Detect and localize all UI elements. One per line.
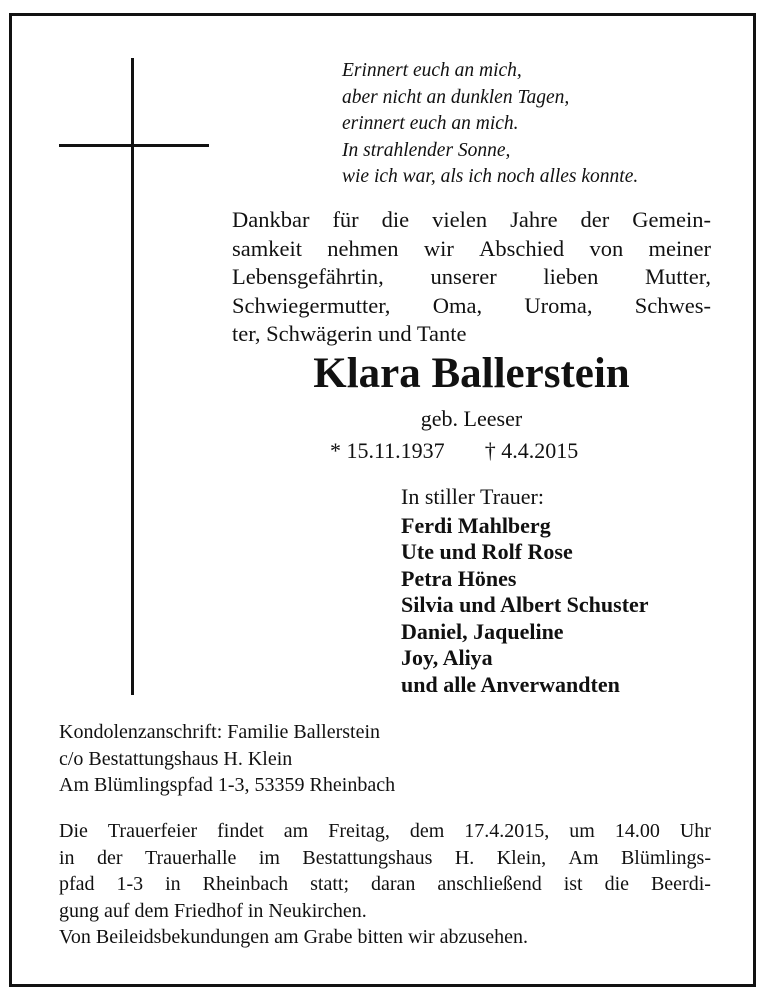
- condolence-address: [59, 719, 395, 799]
- funeral-details: [59, 818, 711, 951]
- poem-line: In strahlender Sonne,: [342, 139, 511, 161]
- intro-line: Dankbar für die vielen Jahre der Gemein-: [232, 207, 711, 232]
- details-line: Die Trauerfeier findet am Freitag, dem 17.4.2015, um 14.00 Uhr: [59, 820, 711, 842]
- mourner-name: Silvia und Albert Schuster: [401, 592, 649, 617]
- maiden-name: geb. Leeser: [420, 406, 523, 431]
- intro-text: [232, 206, 711, 349]
- address-line: Am Blümlingspfad 1-3, 53359 Rheinbach: [59, 774, 396, 796]
- mourner-name: und alle Anverwandten: [401, 671, 620, 697]
- address-line: Kondolenzanschrift: Familie Ballerstein: [59, 721, 381, 743]
- memorial-poem: [342, 58, 638, 191]
- mourner-name: Ferdi Mahlberg: [401, 512, 551, 538]
- intro-line: Schwiegermutter, Oma, Uroma, Schwes-: [232, 292, 711, 318]
- death-date: † 4.4.2015: [484, 438, 579, 463]
- mourner-name: Petra Hönes: [401, 565, 517, 591]
- mourners-list: [401, 484, 649, 698]
- poem-line: wie ich war, als ich noch alles konnte.: [342, 166, 639, 188]
- intro-line: ter, Schwägerin und Tante: [232, 321, 467, 347]
- mourners-heading: In stiller Trauer:: [401, 484, 544, 509]
- intro-line: samkeit nehmen wir Abschied von meiner: [232, 235, 711, 261]
- details-line: Von Beileidsbekundungen am Grabe bitten wir abzusehen.: [59, 926, 528, 948]
- cross-vertical-bar: [131, 58, 134, 695]
- birth-date: * 15.11.1937: [330, 438, 445, 463]
- poem-line: Erinnert euch an mich,: [342, 60, 522, 81]
- address-line: c/o Bestattungshaus H. Klein: [59, 747, 293, 770]
- poem-line: aber nicht an dunklen Tagen,: [342, 86, 570, 108]
- details-line: pfad 1-3 in Rheinbach statt; daran anschließend ist die Beerdi-: [59, 873, 711, 895]
- cross-horizontal-bar: [59, 144, 209, 147]
- mourner-name: Daniel, Jaqueline: [401, 618, 564, 644]
- details-line: in der Trauerhalle im Bestattungshaus H. Klein, Am Blümlings-: [59, 846, 711, 869]
- mourner-name: Joy, Aliya: [401, 645, 493, 670]
- mourner-name: Ute und Rolf Rose: [401, 539, 573, 564]
- life-dates: [330, 437, 578, 465]
- deceased-name: Klara Ballerstein: [313, 350, 630, 397]
- intro-line: Lebensgefährtin, unserer lieben Mutter,: [232, 264, 711, 290]
- details-line: gung auf dem Friedhof in Neukirchen.: [59, 899, 367, 922]
- poem-line: erinnert euch an mich.: [342, 113, 519, 135]
